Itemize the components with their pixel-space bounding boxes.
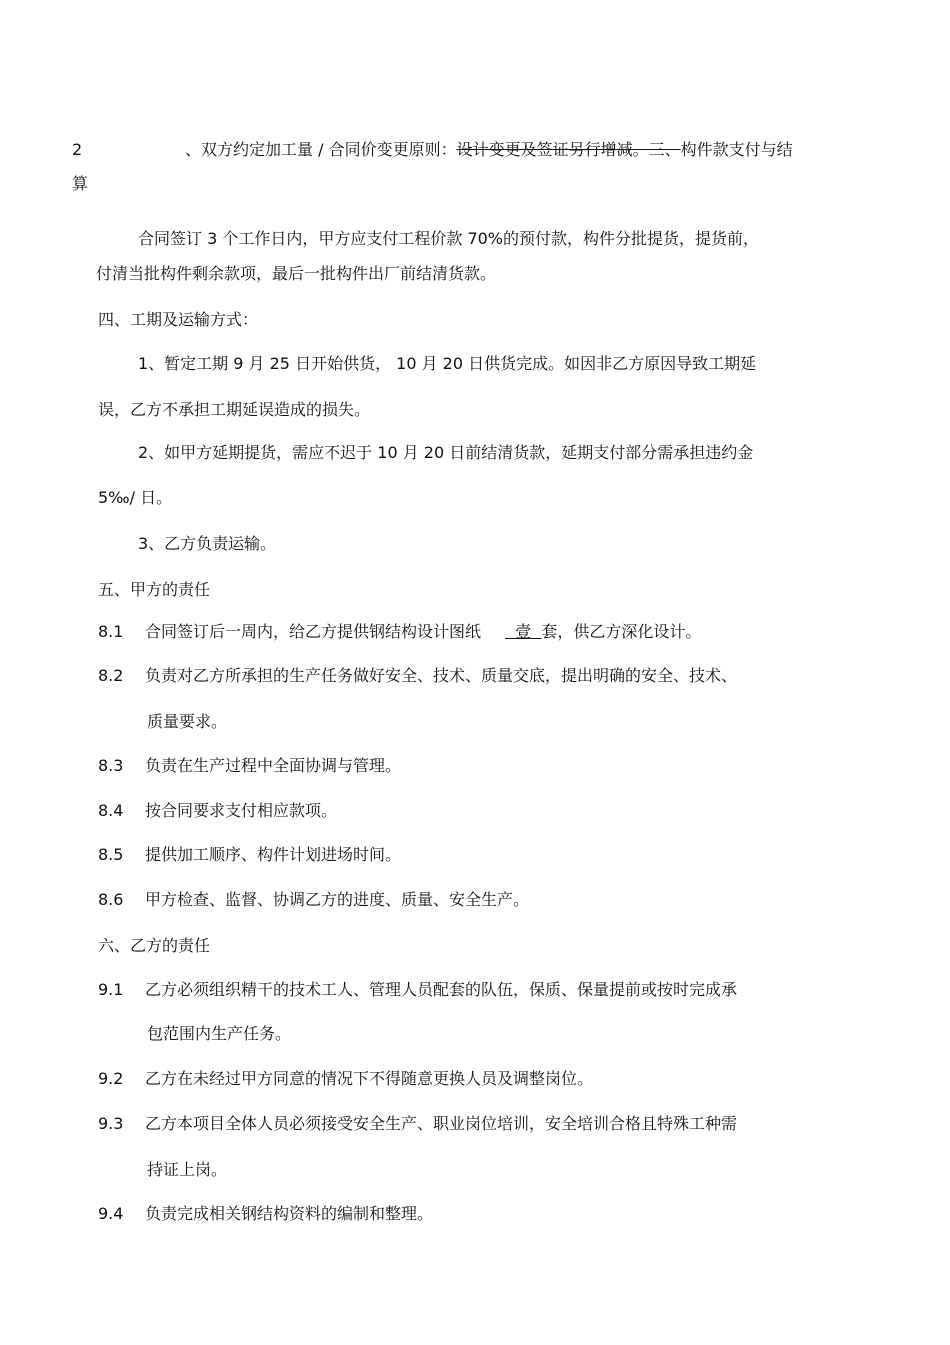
item-8-5-text: 提供加工顺序、构件计划进场时间。 [145, 845, 402, 864]
item-number: 9.3 [98, 1114, 124, 1133]
item-8-4-text: 按合同要求支付相应款项。 [145, 801, 338, 820]
item-number: 8.5 [98, 845, 124, 864]
item-9-3-continuation: 持证上岗。 [147, 1160, 228, 1179]
item-number: 8.4 [98, 801, 124, 820]
item-8-2-text: 负责对乙方所承担的生产任务做好安全、技术、质量交底，提出明确的安全、技术、 [145, 666, 738, 685]
item-8-1-text [145, 622, 701, 642]
clause-number: 2 [72, 140, 83, 159]
clause-2-text-a: 、双方约定加工量 / 合同价变更原则： [185, 140, 457, 159]
item-number: 9.2 [98, 1069, 124, 1088]
item-9-4-text: 负责完成相关钢结构资料的编制和整理。 [145, 1204, 434, 1223]
clause-2-struck-text: 设计变更及签证另行增减。三、 [456, 140, 681, 159]
item-number: 8.1 [98, 622, 124, 641]
item-number: 9.4 [98, 1204, 124, 1223]
payment-paragraph-line-1: 合同签订 3 个工作日内，甲方应支付工程价款 70%的预付款，构件分批提货，提货前， [138, 229, 760, 248]
section-5-heading: 五、甲方的责任 [98, 580, 211, 599]
section-4-item-2-line-1: 2、如甲方延期提货，需应不迟于 10 月 20 日前结清货款，延期支付部分需承担违约金 [138, 443, 754, 462]
item-8-1-text-pre: 合同签订后一周内，给乙方提供钢结构设计图纸 [145, 622, 482, 641]
item-9-1-continuation: 包范围内生产任务。 [147, 1024, 292, 1043]
section-4-item-1-line-2: 误，乙方不承担工期延误造成的损失。 [98, 400, 371, 419]
item-number: 8.3 [98, 756, 124, 775]
item-9-3-text: 乙方本项目全体人员必须接受安全生产、职业岗位培训，安全培训合格且特殊工种需 [145, 1114, 738, 1133]
clause-2-continuation: 算 [72, 174, 89, 193]
item-8-2-continuation: 质量要求。 [147, 712, 228, 731]
item-8-1-text-post: 套，供乙方深化设计。 [541, 622, 702, 641]
section-4-heading: 四、工期及运输方式： [98, 310, 259, 329]
clause-2-text-b: 构件款支付与结 [680, 140, 793, 159]
clause-2-text [185, 140, 793, 160]
item-8-6-text: 甲方检查、监督、协调乙方的进度、质量、安全生产。 [145, 890, 530, 909]
section-6-heading: 六、乙方的责任 [98, 936, 211, 955]
section-4-item-2-line-2: 5‰/ 日。 [98, 488, 173, 507]
item-8-3-text: 负责在生产过程中全面协调与管理。 [145, 756, 402, 775]
item-9-2-text: 乙方在未经过甲方同意的情况下不得随意更换人员及调整岗位。 [145, 1069, 594, 1088]
item-number: 8.6 [98, 890, 124, 909]
section-4-item-1-line-1: 1、暂定工期 9 月 25 日开始供货， 10 月 20 日供货完成。如因非乙方原因导致工期延 [138, 354, 757, 373]
item-number: 8.2 [98, 666, 124, 685]
fill-in-blank: 壹 [505, 622, 542, 641]
item-number: 9.1 [98, 980, 124, 999]
item-9-1-text: 乙方必须组织精干的技术工人、管理人员配套的队伍，保质、保量提前或按时完成承 [145, 980, 738, 999]
payment-paragraph-line-2: 付清当批构件剩余款项，最后一批构件出厂前结清货款。 [96, 264, 497, 283]
section-4-item-3: 3、乙方负责运输。 [138, 534, 277, 553]
